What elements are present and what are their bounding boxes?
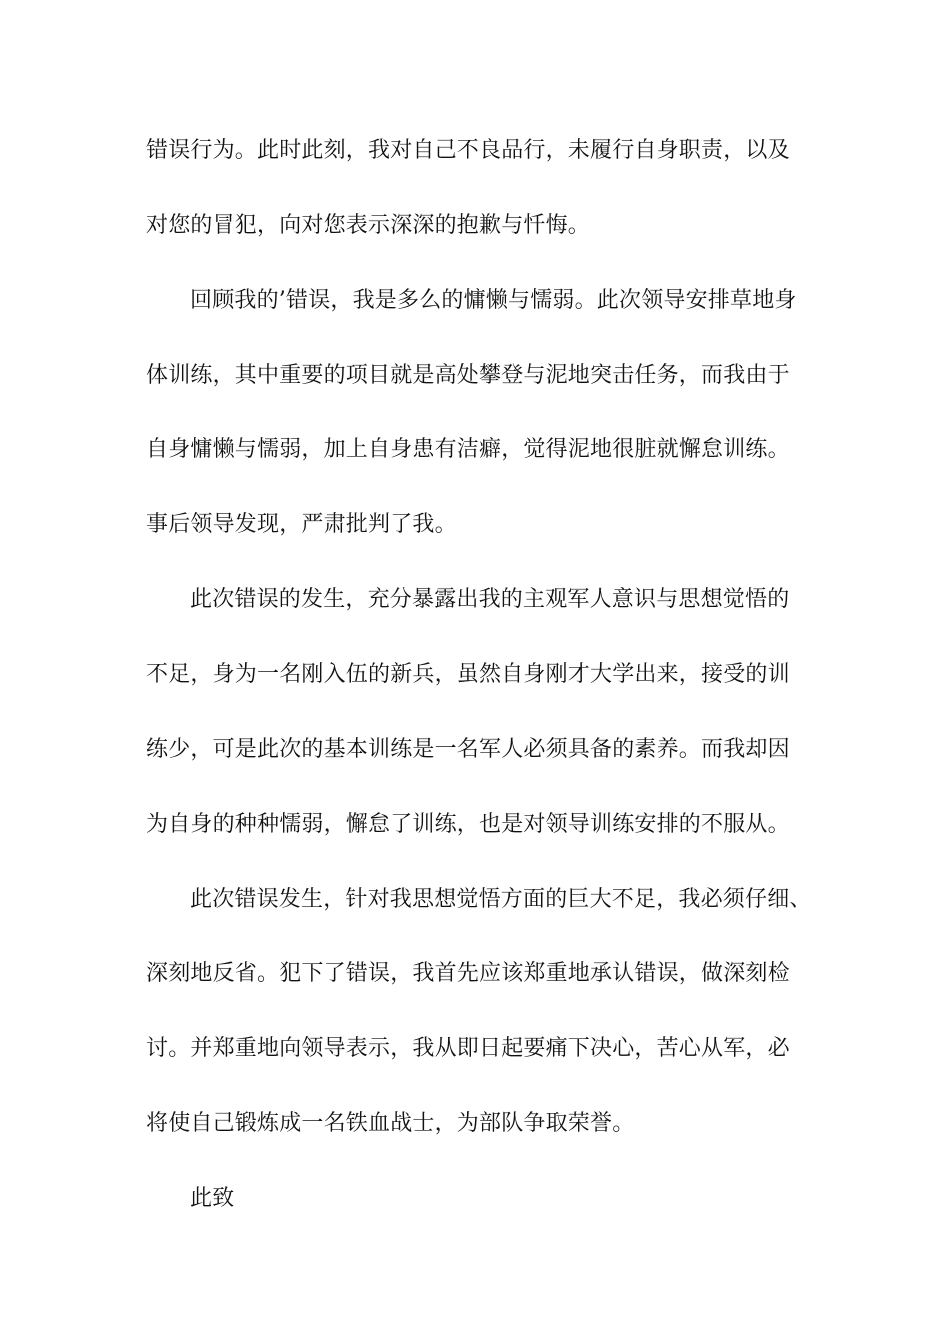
text-line: 不足，身为一名刚入伍的新兵，虽然自身刚才大学出来，接受的训 (146, 662, 790, 687)
text-line: 讨。并郑重地向领导表示，我从即日起要痛下决心，苦心从军，必 (146, 1036, 790, 1061)
text-line: 将使自己锻炼成一名铁血战士，为部队争取荣誉。 (146, 1111, 635, 1136)
paragraph-start-line: 此次错误发生，针对我思想觉悟方面的巨大不足，我必须仔细、 (190, 887, 812, 912)
text-line: 自身慵懒与懦弱，加上自身患有洁癖，觉得泥地很脏就懈怠训练。 (146, 437, 790, 462)
closing-salutation: 此致 (190, 1186, 235, 1211)
text-line: 为自身的种种懦弱，懈怠了训练，也是对领导训练安排的不服从。 (146, 812, 790, 837)
text-line: 练少，可是此次的基本训练是一名军人必须具备的素养。而我却因 (146, 737, 790, 762)
text-line: 错误行为。此时此刻，我对自己不良品行，未履行自身职责，以及 (146, 138, 790, 163)
text-line: 体训练，其中重要的项目就是高处攀登与泥地突击任务，而我由于 (146, 363, 790, 388)
text-line: 对您的冒犯，向对您表示深深的抱歉与忏悔。 (146, 213, 591, 238)
paragraph-start-line: 回顾我的’错误，我是多么的慵懒与懦弱。此次领导安排草地身 (190, 288, 797, 313)
paragraph-start-line: 此次错误的发生，充分暴露出我的主观军人意识与思想觉悟的 (190, 587, 790, 612)
text-line: 深刻地反省。犯下了错误，我首先应该郑重地承认错误，做深刻检 (146, 961, 790, 986)
text-line: 事后领导发现，严肃批判了我。 (146, 512, 457, 537)
